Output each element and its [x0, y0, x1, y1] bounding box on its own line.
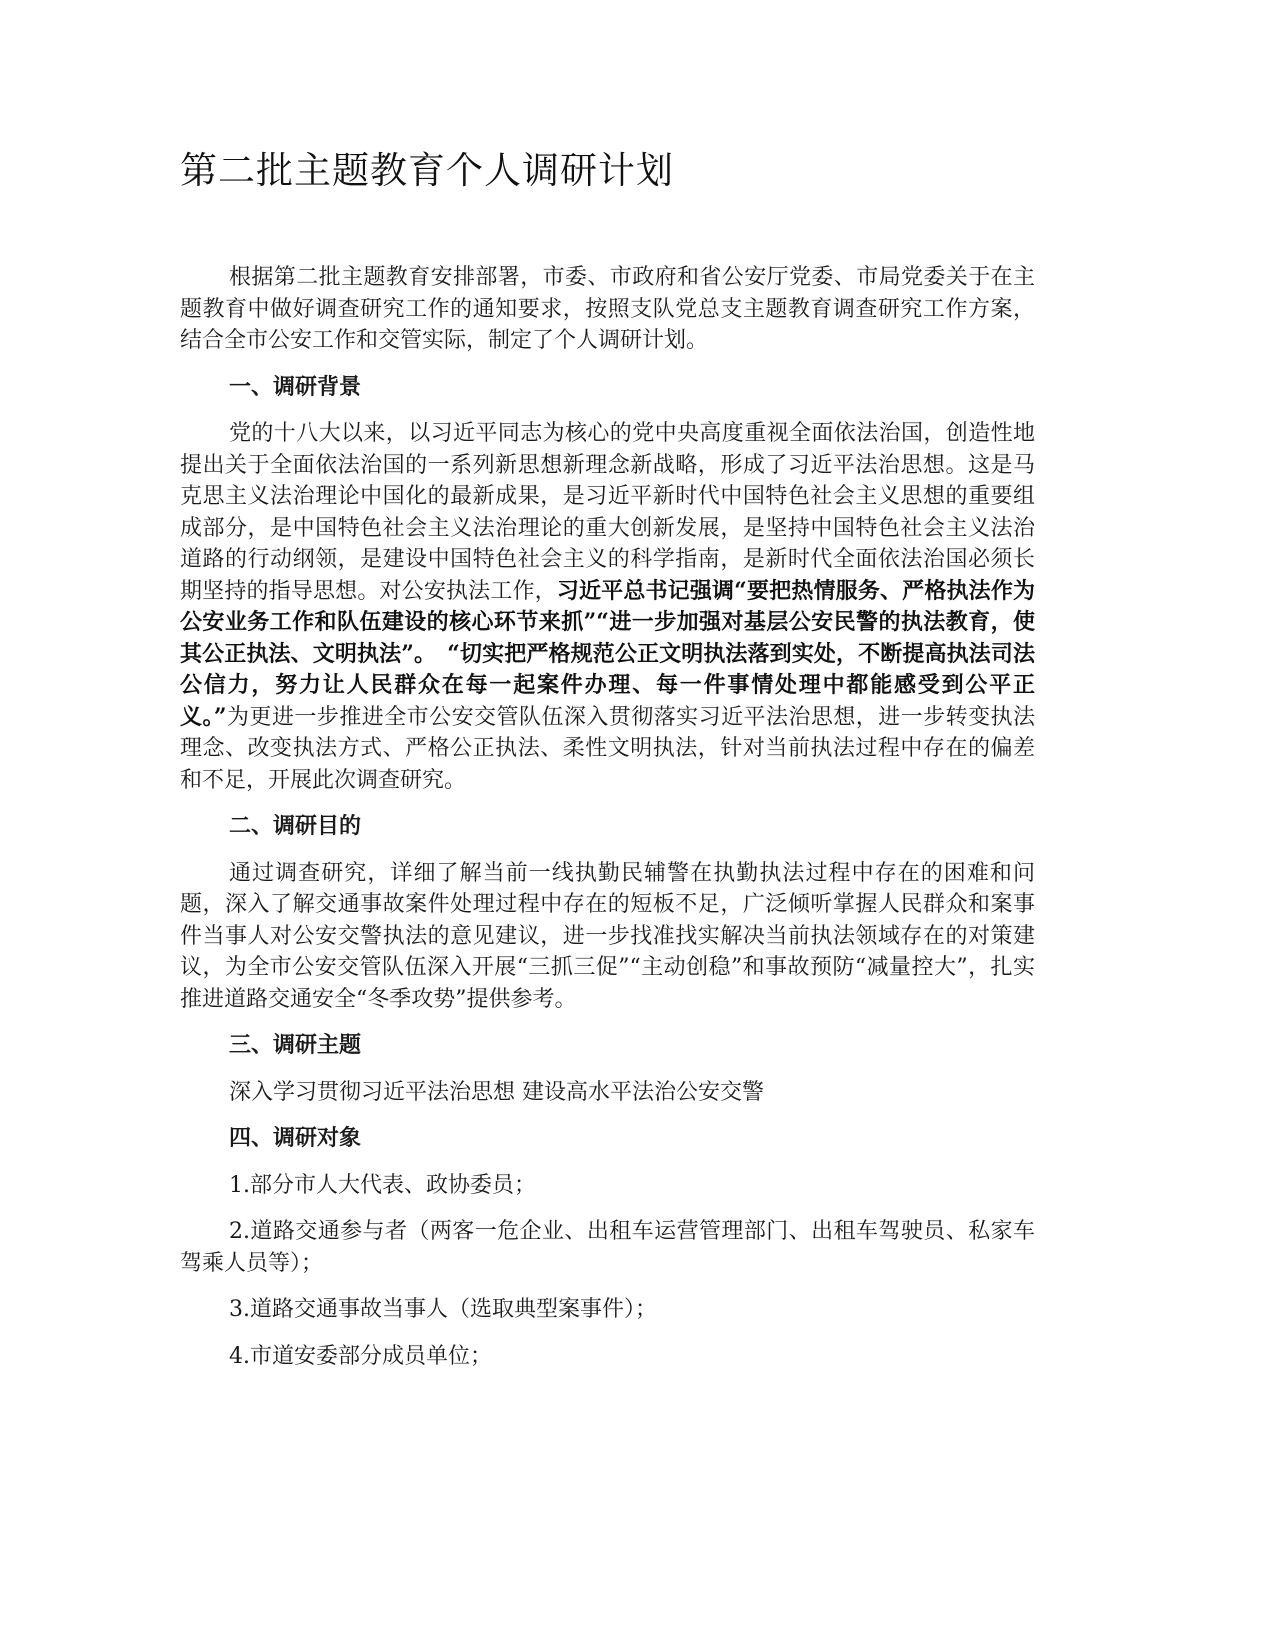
background-text-end: 为更进一步推进全市公安交管队伍深入贯彻落实习近平法治思想，进一步转变执法理念、改变执法方式、严格公正执法、柔性文明执法，针对当前执法过程中存在的偏差和不足，开展此次调查研究。: [180, 704, 1035, 793]
section-heading-theme: 三、调研主题: [229, 1033, 362, 1058]
section-heading-background: 一、调研背景: [229, 374, 362, 400]
subject-item: 1.部分市人大代表、政协委员；: [229, 1172, 536, 1198]
purpose-paragraph: 通过调查研究，详细了解当前一线执勤民辅警在执勤执法过程中存在的困难和问题，深入了解交通事故案件处理过程中存在的短板不足，广泛倾听掌握人民群众和案事件当事人对公安交警执法的意见建议，进一步找准找实解决当前执法领域存在的对策建议，为全市公安交管队伍深入开展“三抓三促”“主动创稳”和事故预防“减量控大”，扎实推进道路交通安全“冬季攻势”提供参考。: [180, 860, 1035, 1012]
subject-item: 3.道路交通事故当事人（选取典型案事件）；: [229, 1297, 657, 1322]
subject-item: 2.道路交通参与者（两客一危企业、出租车运营管理部门、出租车驾驶员、私家车驾乘人员等）；: [180, 1219, 1035, 1276]
document-body: [180, 262, 1035, 1387]
section-heading-purpose: 二、调研目的: [229, 814, 362, 839]
background-quote-bold: 习近平总书记强调“要把热情服务、严格执法作为公安业务工作和队伍建设的核心环节来抓”“进一步加强对基层公安民警的执法教育，使其公正执法、文明执法”。 “切实把严格规范公正文明执法落到实处，不断提高执法司法公信力，努力让人民群众在每一起案件办理、每一件事情处理中都能感受到公平正义。”: [180, 577, 1035, 730]
background-paragraph: [180, 418, 1035, 796]
intro-paragraph: 根据第二批主题教育安排部署，市委、市政府和省公安厅党委、市局党委关于在主题教育中做好调查研究工作的通知要求，按照支队党总支主题教育调查研究工作方案，结合全市公安工作和交管实际，制定了个人调研计划。: [180, 265, 1035, 353]
section-heading-subjects: 四、调研对象: [229, 1126, 362, 1151]
document-title: 第二批主题教育个人调研计划: [180, 149, 674, 192]
subject-item: 4.市道安委部分成员单位；: [229, 1343, 492, 1369]
theme-paragraph: 深入学习贯彻习近平法治思想 建设高水平法治公安交警: [229, 1079, 764, 1105]
background-text-start: 党的十八大以来，以习近平同志为核心的党中央高度重视全面依法治国，创造性地提出关于全面依法治国的一系列新思想新理念新战略，形成了习近平法治思想。这是马克思主义法治理论中国化的最新成果，是习近平新时代中国特色社会主义思想的重要组成部分，是中国特色社会主义法治理论的重大创新发展，是坚持中国特色社会主义法治道路的行动纲领，是建设中国特色社会主义的科学指南，是新时代全面依法治国必须长期坚持的指导思想。对公安执法工作，: [180, 421, 1035, 604]
